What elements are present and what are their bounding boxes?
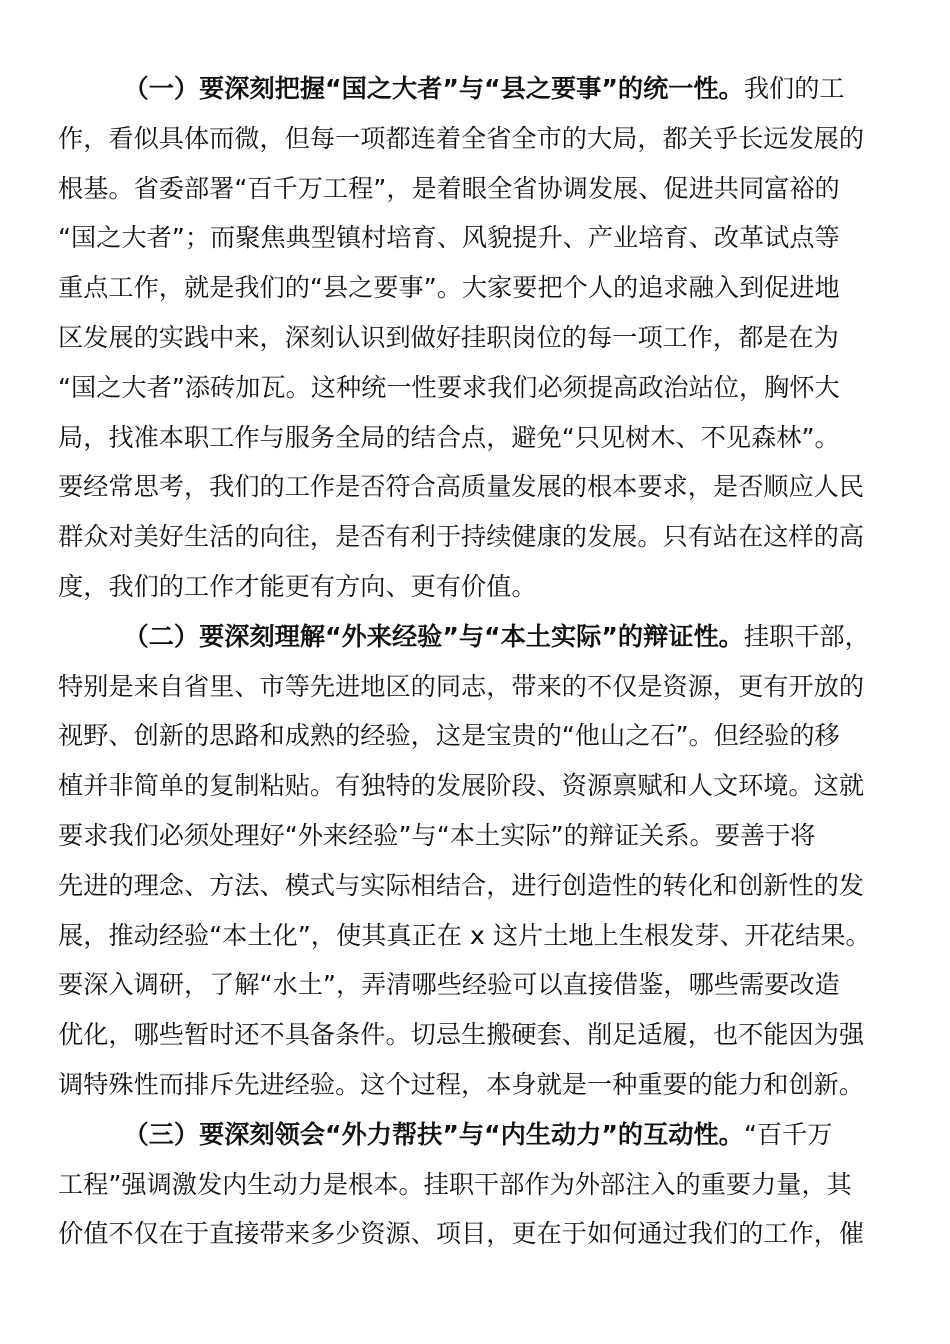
body-line: 根基。省委部署“百千万工程”，是着眼全省协调发展、促进共同富裕的: [58, 173, 840, 203]
paragraph-1: [58, 64, 876, 612]
body-line: 要求我们必须处理好“外来经验”与“本土实际”的辩证关系。要善于将: [58, 820, 816, 850]
body-line: “国之大者”添砖加瓦。这种统一性要求我们必须提高政治站位，胸怀大: [58, 372, 840, 402]
body-line: 区发展的实践中来，深刻认识到做好挂职岗位的每一项工作，都是在为: [58, 322, 839, 352]
body-line: 局，找准本职工作与服务全局的结合点，避免“只见树木、不见森林”。: [58, 422, 840, 452]
paragraph-2: [58, 612, 876, 1110]
section-heading-3: （三）要深刻领会“外力帮扶”与“内生动力”的互动性。: [123, 1119, 744, 1149]
body-text: “百千万: [743, 1119, 833, 1149]
body-line: 价值不仅在于直接带来多少资源、项目，更在于如何通过我们的工作，催: [58, 1219, 864, 1249]
body-line: 调特殊性而排斥先进经验。这个过程，本身就是一种重要的能力和创新。: [58, 1069, 864, 1099]
body-line: “国之大者”；而聚焦典型镇村培育、风貌提升、产业培育、改革试点等: [58, 223, 840, 253]
body-line: 展，推动经验“本土化”，使其真正在 x 这片土地上生根发芽、开花结果。: [58, 920, 871, 950]
body-line: 重点工作，就是我们的“县之要事”。大家要把个人的追求融入到促进地: [58, 273, 840, 303]
body-line: 工程”强调激发内生动力是根本。挂职干部作为外部注入的重要力量，其: [58, 1169, 852, 1199]
body-line: 要深入调研，了解“水土”，弄清哪些经验可以直接借鉴，哪些需要改造: [58, 970, 840, 1000]
body-line: 特别是来自省里、市等先进地区的同志，带来的不仅是资源，更有开放的: [58, 671, 864, 701]
paragraph-1-first-line: [58, 64, 876, 114]
section-heading-2: （二）要深刻理解“外来经验”与“本土实际”的辩证性。: [123, 621, 744, 651]
body-line: 优化，哪些暂时还不具备条件。切忌生搬硬套、削足适履，也不能因为强: [58, 1020, 864, 1050]
document-page: [58, 64, 876, 1259]
body-line: 作，看似具体而微，但每一项都连着全省全市的大局，都关乎长远发展的: [58, 123, 864, 153]
body-line: 要经常思考，我们的工作是否符合高质量发展的根本要求，是否顺应人民: [58, 472, 864, 502]
body-line: 群众对美好生活的向往，是否有利于持续健康的发展。只有站在这样的高: [58, 522, 864, 552]
section-heading-1: （一）要深刻把握“国之大者”与“县之要事”的统一性。: [123, 74, 744, 103]
paragraph-3: [58, 1110, 876, 1259]
body-text: 我们的工: [743, 74, 845, 103]
paragraph-3-first-line: [58, 1110, 876, 1160]
body-text: 挂职干部，: [743, 621, 870, 651]
body-line: 先进的理念、方法、模式与实际相结合，进行创造性的转化和创新性的发: [58, 870, 864, 900]
paragraph-2-first-line: [58, 612, 876, 662]
body-line: 视野、创新的思路和成熟的经验，这是宝贵的“他山之石”。但经验的移: [58, 721, 840, 751]
body-line: 植并非简单的复制粘贴。有独特的发展阶段、资源禀赋和人文环境。这就: [58, 771, 864, 801]
body-line: 度，我们的工作才能更有方向、更有价值。: [58, 571, 537, 601]
